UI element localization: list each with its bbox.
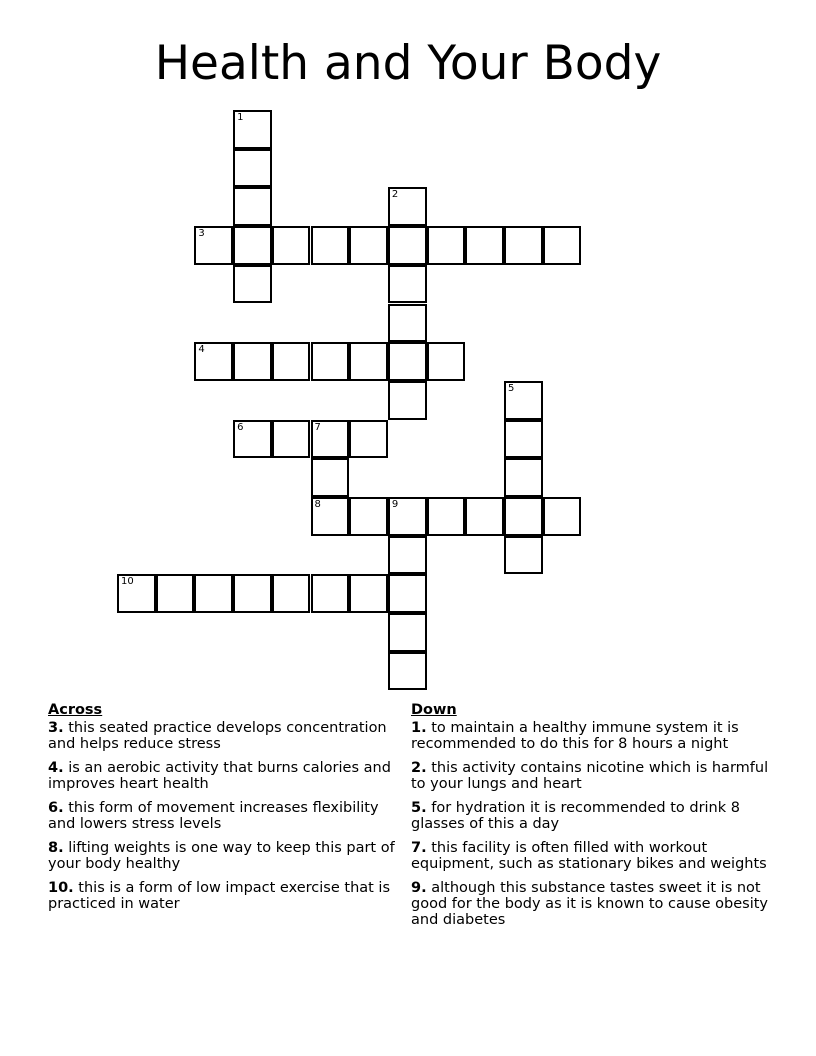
clue-text: this activity contains nicotine which is harmful to your lungs and heart [411,760,769,792]
clue-text: lifting weights is one way to keep this part of your body healthy [48,840,395,872]
across-clue [48,720,400,752]
clue-num: 2. [411,760,427,776]
grid-cell[interactable] [194,574,233,613]
clue-number: 5 [508,382,515,394]
across-clue [48,800,400,832]
clue-text: this is a form of low impact exercise that is practiced in water [48,880,391,912]
clue-num: 5. [411,800,427,816]
grid-cell[interactable] [465,226,504,265]
grid-cell[interactable] [233,342,272,381]
grid-cell[interactable] [349,226,388,265]
grid-cell[interactable] [388,304,427,343]
across-clues [48,702,400,920]
grid-cell[interactable] [233,226,272,265]
grid-cell[interactable] [272,342,311,381]
clue-num: 8. [48,840,64,856]
clue-text: although this substance tastes sweet it is not good for the body as it is known to cause obesity and diabetes [411,880,769,928]
clue-number: 10 [121,576,134,588]
grid-cell[interactable] [504,497,543,536]
clue-number: 7 [314,421,321,433]
grid-cell[interactable] [388,342,427,381]
grid-cell[interactable] [388,497,427,536]
page-title: Health and Your Body [154,36,662,91]
clue-number: 4 [198,344,205,356]
grid-cell[interactable] [465,497,504,536]
down-clue [411,760,771,792]
grid-cell[interactable] [388,265,427,304]
grid-cell[interactable] [427,342,466,381]
clue-number: 9 [391,499,399,510]
grid-cell[interactable] [311,574,350,613]
grid-cell[interactable] [117,574,156,613]
grid-cell[interactable] [233,110,272,149]
grid-cell[interactable] [233,574,272,613]
clue-text: for hydration it is recommended to drink 8 glasses of this a day [411,800,740,832]
grid-cell[interactable] [349,342,388,381]
grid-cell[interactable] [349,574,388,613]
clue-num: 6. [48,800,64,816]
down-clue [411,800,771,832]
grid-cell[interactable] [427,226,466,265]
grid-cell[interactable] [388,381,427,420]
grid-cell[interactable] [349,420,388,459]
clue-number: 6 [237,421,244,433]
grid-cell[interactable] [504,226,543,265]
grid-cell[interactable] [272,420,311,459]
clue-num: 10. [48,880,74,896]
grid-cell[interactable] [272,574,311,613]
grid-cell[interactable] [194,342,233,381]
across-clue [48,840,400,872]
grid-cell[interactable] [311,226,350,265]
across-heading: Across [48,702,103,718]
clue-text: this seated practice develops concentration and helps reduce stress [48,720,387,752]
grid-cell[interactable] [543,497,582,536]
grid-cell[interactable] [504,381,543,420]
grid-cell[interactable] [233,187,272,226]
down-clue [411,840,771,872]
grid-cell[interactable] [504,536,543,575]
clue-num: 3. [48,720,64,736]
clue-num: 1. [411,720,427,736]
down-clue [411,880,771,928]
grid-cell[interactable] [233,420,272,459]
grid-cell[interactable] [388,226,427,265]
grid-cell[interactable] [311,497,350,536]
clue-num: 7. [411,840,427,856]
grid-cell[interactable] [194,226,233,265]
clue-number: 1 [237,112,244,123]
grid-cell[interactable] [233,265,272,304]
across-clue [48,760,400,792]
grid-cell[interactable] [388,187,427,226]
grid-cell[interactable] [543,226,582,265]
down-clue [411,720,771,752]
grid-cell[interactable] [311,342,350,381]
down-heading: Down [411,702,457,718]
grid-cell[interactable] [388,536,427,575]
clue-number: 2 [391,189,399,201]
grid-cell[interactable] [388,652,427,691]
clue-number: 3 [198,228,205,240]
clue-num: 4. [48,760,64,776]
across-clue [48,880,400,912]
clue-text: this facility is often filled with workout equipment, such as stationary bikes and weights [411,840,767,872]
grid-cell[interactable] [156,574,195,613]
grid-cell[interactable] [388,613,427,652]
grid-cell[interactable] [311,458,350,497]
clue-text: is an aerobic activity that burns calories and improves heart health [48,760,391,792]
grid-cell[interactable] [504,420,543,459]
clue-number: 8 [314,499,321,510]
clue-num: 9. [411,880,427,896]
grid-cell[interactable] [504,458,543,497]
grid-cell[interactable] [427,497,466,536]
grid-cell[interactable] [233,149,272,188]
grid-cell[interactable] [349,497,388,536]
clue-text: this form of movement increases flexibility and lowers stress levels [48,800,379,832]
grid-cell[interactable] [272,226,311,265]
down-clues [411,702,771,936]
clue-text: to maintain a healthy immune system it is recommended to do this for 8 hours a night [411,720,739,752]
grid-cell[interactable] [388,574,427,613]
grid-cell[interactable] [311,420,350,459]
